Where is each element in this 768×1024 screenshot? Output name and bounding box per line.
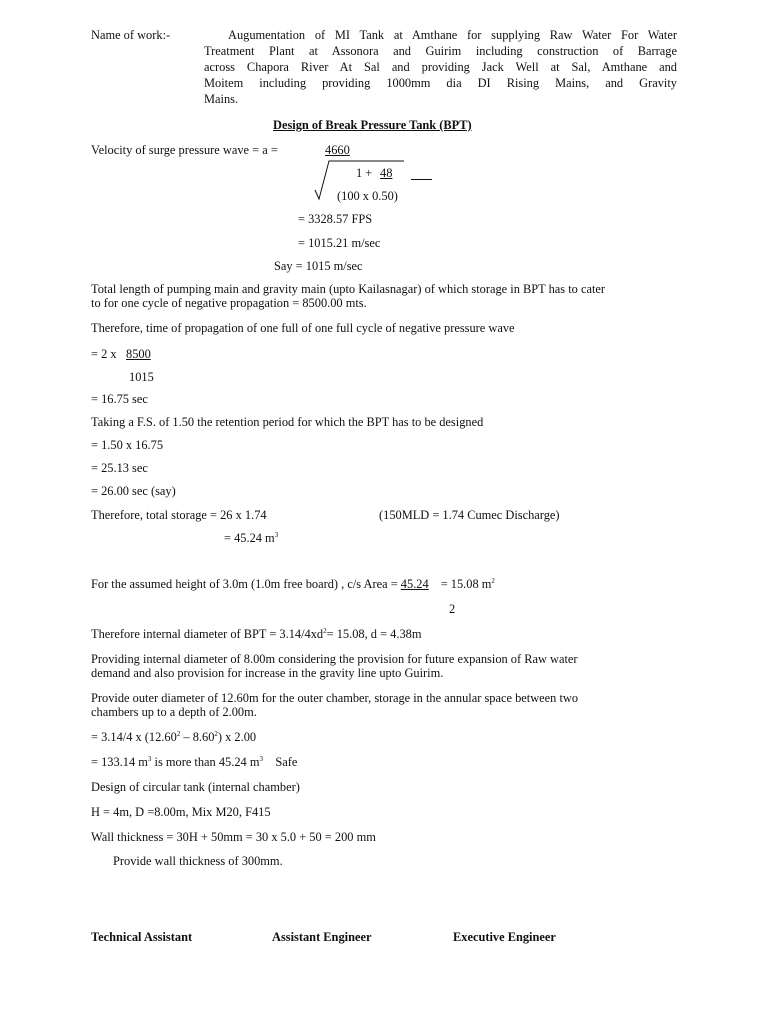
fs-calc-1: = 1.50 x 16.75: [91, 438, 164, 452]
discharge-note: (150MLD = 1.74 Cumec Discharge): [379, 508, 560, 522]
providing-diameter-line-2: demand and also provision for increase in the gravity line upto Guirim.: [91, 666, 444, 680]
fs-calc-2: = 25.13 sec: [91, 461, 148, 475]
fraction-bar: [411, 179, 432, 180]
storage-result: = 45.24 $m^3$: [224, 531, 279, 545]
work-description-line-1: Augumentation of MI Tank at Amthane for supplying Raw Water For Water: [228, 28, 677, 42]
velocity-result-msec: = 1015.21 m/sec: [298, 236, 381, 250]
work-description-line-3: across Chapora River At Sal and providing Jack Well at Sal, Amthane and: [204, 60, 677, 74]
inner-numerator: 48: [380, 166, 393, 180]
wall-thickness-calc: Wall thickness = 30H + 50mm = 30 x 5.0 + 50 = 200 mm: [91, 830, 376, 844]
velocity-result-fps: = 3328.57 FPS: [298, 212, 373, 226]
area-denominator: 2: [449, 602, 456, 616]
area-calc: For the assumed height of 3.0m (1.0m free board) , c/s Area = 45.24 = 15.08 $m^2$: [91, 577, 495, 591]
inner-one-plus: 1 +: [356, 166, 373, 180]
fs-text: Taking a F.S. of 1.50 the retention period for which the BPT has to be designed: [91, 415, 484, 429]
circular-tank-title: Design of circular tank (internal chamber): [91, 780, 300, 794]
inner-denominator: (100 x 0.50): [337, 189, 398, 203]
outer-diameter-line-2: chambers up to a depth of 2.00m.: [91, 705, 257, 719]
work-description-line-2: Treatment Plant at Assonora and Guirim including construction of Barrage: [204, 44, 677, 58]
page-heading: Design of Break Pressure Tank (BPT): [273, 118, 472, 132]
velocity-numerator: 4660: [325, 143, 350, 157]
total-length-line-1: Total length of pumping main and gravity main (upto Kailasnagar) of which storage in BPT has to cater: [91, 282, 606, 296]
safe-check: = 133.14 $m^3$ is more than 45.24 $m^3$ Safe: [91, 755, 298, 769]
time-propagation-text: Therefore, time of propagation of one full of one full cycle of negative pressure wave: [91, 321, 515, 335]
fs-calc-3: = 26.00 sec (say): [91, 484, 176, 498]
velocity-result-say: Say = 1015 m/sec: [274, 259, 363, 273]
signature-assistant-engineer: Assistant Engineer: [272, 930, 372, 944]
signature-executive-engineer: Executive Engineer: [453, 930, 556, 944]
time-calc-result: = 16.75 sec: [91, 392, 148, 406]
tank-parameters: H = 4m, D =8.00m, Mix M20, F415: [91, 805, 271, 819]
name-of-work-label: Name of work:-: [91, 28, 171, 42]
velocity-label: Velocity of surge pressure wave = a =: [91, 143, 278, 157]
work-description-line-5: Mains.: [204, 92, 239, 106]
time-calc-denominator: 1015: [129, 370, 154, 384]
time-calc-numerator: 8500: [126, 347, 151, 361]
internal-diameter-calc: Therefore internal diameter of BPT = $3.14/4xd^2= 15.08$, d = 4.38m: [91, 627, 422, 641]
annular-calc: = 3.14/4 x (12.60$^2$ – 8.60$^2$) x 2.00: [91, 730, 257, 744]
providing-diameter-line-1: Providing internal diameter of 8.00m considering the provision for future expansion of Raw water: [91, 652, 578, 666]
time-calc-prefix: = 2 x: [91, 347, 117, 361]
wall-thickness-provide: Provide wall thickness of 300mm.: [113, 854, 283, 868]
total-length-line-2: to for one cycle of negative propagation = 8500.00 mts.: [91, 296, 367, 310]
work-description-line-4: Moitem including providing 1000mm dia DI Rising Mains, and Gravity: [204, 76, 677, 90]
total-storage: Therefore, total storage = 26 x 1.74: [91, 508, 267, 522]
signature-technical-assistant: Technical Assistant: [91, 930, 193, 944]
outer-diameter-line-1: Provide outer diameter of 12.60m for the outer chamber, storage in the annular space between two: [91, 691, 579, 705]
